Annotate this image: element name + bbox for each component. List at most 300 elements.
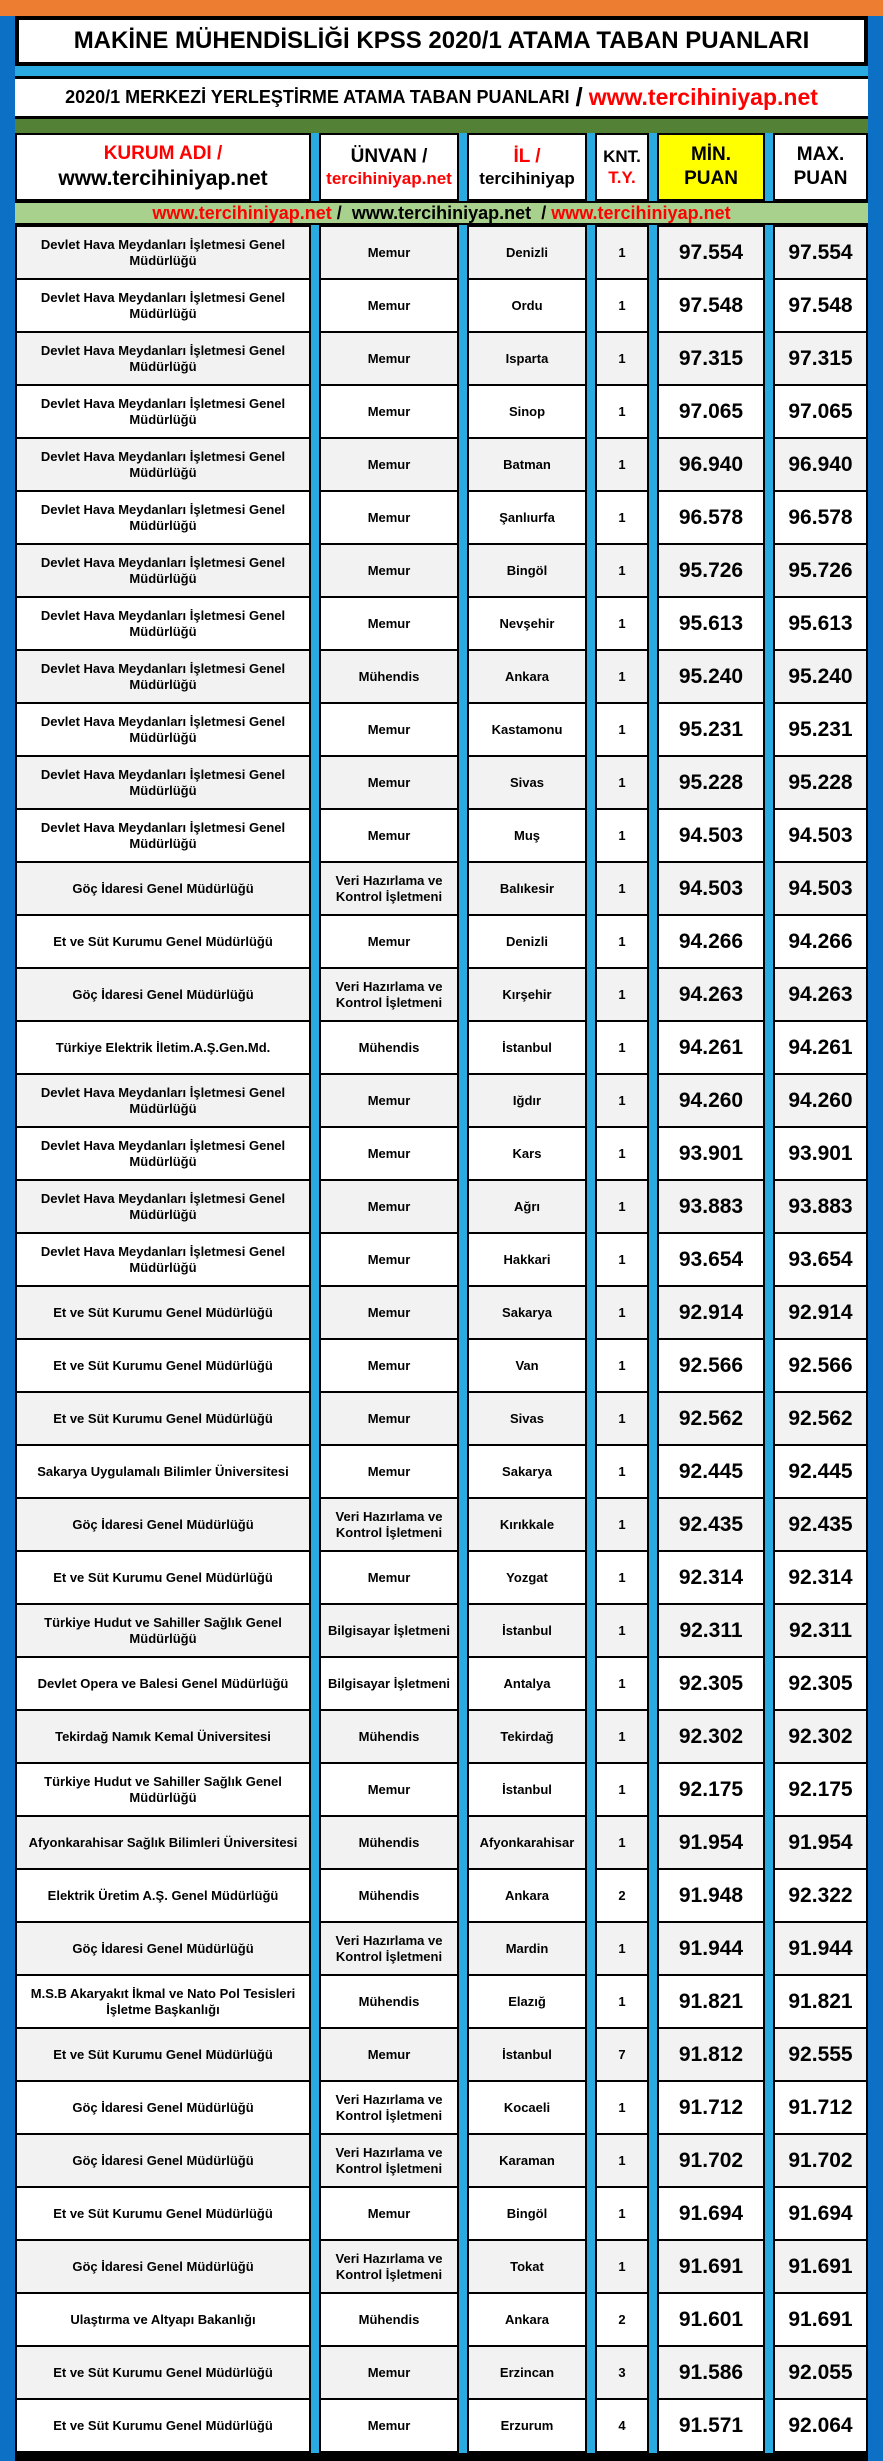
il-cell: Tokat (467, 2239, 587, 2294)
header-unvan-line1: ÜNVAN / (350, 145, 428, 167)
min-puan-cell: 95.231 (657, 702, 765, 757)
unvan-cell: Memur (319, 490, 459, 545)
knt-ty-cell: 1 (595, 1391, 649, 1446)
min-puan-cell: 93.654 (657, 1232, 765, 1287)
table-row (15, 2186, 868, 2241)
min-puan-cell: 96.578 (657, 490, 765, 545)
max-puan-cell: 92.302 (773, 1709, 868, 1764)
min-puan-cell: 91.694 (657, 2186, 765, 2241)
kurum-cell: Türkiye Hudut ve Sahiller Sağlık Genel Müdürlüğü (15, 1603, 311, 1658)
knt-ty-cell: 1 (595, 1444, 649, 1499)
header-min-puan (657, 133, 765, 201)
min-puan-cell: 93.883 (657, 1179, 765, 1234)
header-knt-line2: T.Y. (608, 168, 636, 187)
il-cell: Iğdır (467, 1073, 587, 1128)
kurum-cell: Devlet Hava Meydanları İşletmesi Genel Müdürlüğü (15, 543, 311, 598)
min-puan-cell: 92.302 (657, 1709, 765, 1764)
knt-ty-cell: 1 (595, 1921, 649, 1976)
il-cell: Ağrı (467, 1179, 587, 1234)
kurum-cell: Devlet Hava Meydanları İşletmesi Genel Müdürlüğü (15, 225, 311, 280)
min-puan-cell: 92.914 (657, 1285, 765, 1340)
il-cell: Antalya (467, 1656, 587, 1711)
table-row (15, 1603, 868, 1658)
il-cell: Isparta (467, 331, 587, 386)
unvan-cell: Mühendis (319, 2292, 459, 2347)
il-cell: Denizli (467, 914, 587, 969)
max-puan-cell: 94.260 (773, 1073, 868, 1128)
knt-ty-cell: 1 (595, 1338, 649, 1393)
knt-ty-cell: 1 (595, 2133, 649, 2188)
header-knt-ty (595, 133, 649, 201)
il-cell: Kırşehir (467, 967, 587, 1022)
knt-ty-cell: 1 (595, 437, 649, 492)
header-il (467, 133, 587, 201)
knt-ty-cell: 1 (595, 331, 649, 386)
unvan-cell: Veri Hazırlama ve Kontrol İşletmeni (319, 1497, 459, 1552)
min-puan-cell: 91.702 (657, 2133, 765, 2188)
min-puan-cell: 97.315 (657, 331, 765, 386)
il-cell: Sinop (467, 384, 587, 439)
il-cell: Van (467, 1338, 587, 1393)
min-puan-cell: 96.940 (657, 437, 765, 492)
max-puan-cell: 91.712 (773, 2080, 868, 2135)
table-row (15, 1868, 868, 1923)
max-puan-cell: 97.065 (773, 384, 868, 439)
kurum-cell: Devlet Hava Meydanları İşletmesi Genel Müdürlüğü (15, 331, 311, 386)
knt-ty-cell: 1 (595, 2080, 649, 2135)
unvan-cell: Memur (319, 543, 459, 598)
table-row (15, 861, 868, 916)
knt-ty-cell: 1 (595, 755, 649, 810)
table-header-row (15, 133, 868, 201)
knt-ty-cell: 1 (595, 1815, 649, 1870)
min-puan-cell: 92.566 (657, 1338, 765, 1393)
knt-ty-cell: 1 (595, 861, 649, 916)
unvan-cell: Mühendis (319, 1020, 459, 1075)
min-puan-cell: 92.435 (657, 1497, 765, 1552)
unvan-cell: Mühendis (319, 649, 459, 704)
kurum-cell: Et ve Süt Kurumu Genel Müdürlüğü (15, 1285, 311, 1340)
min-puan-cell: 91.821 (657, 1974, 765, 2029)
table-row (15, 914, 868, 969)
min-puan-cell: 97.065 (657, 384, 765, 439)
min-puan-cell: 92.445 (657, 1444, 765, 1499)
table-row (15, 2345, 868, 2400)
max-puan-cell: 93.654 (773, 1232, 868, 1287)
unvan-cell: Memur (319, 278, 459, 333)
max-puan-cell: 92.175 (773, 1762, 868, 1817)
il-cell: Bingöl (467, 2186, 587, 2241)
kurum-cell: Göç İdaresi Genel Müdürlüğü (15, 2133, 311, 2188)
knt-ty-cell: 1 (595, 1974, 649, 2029)
header-kurum-adi (15, 133, 311, 201)
il-cell: Batman (467, 437, 587, 492)
min-puan-cell: 95.228 (657, 755, 765, 810)
table-row (15, 2133, 868, 2188)
kurum-cell: Devlet Hava Meydanları İşletmesi Genel Müdürlüğü (15, 702, 311, 757)
max-puan-cell: 97.554 (773, 225, 868, 280)
knt-ty-cell: 1 (595, 1232, 649, 1287)
max-puan-cell: 92.064 (773, 2398, 868, 2453)
unvan-cell: Memur (319, 1073, 459, 1128)
min-puan-cell: 94.503 (657, 808, 765, 863)
unvan-cell: Memur (319, 225, 459, 280)
kurum-cell: Devlet Hava Meydanları İşletmesi Genel Müdürlüğü (15, 384, 311, 439)
knt-ty-cell: 1 (595, 1285, 649, 1340)
min-puan-cell: 97.554 (657, 225, 765, 280)
unvan-cell: Memur (319, 1391, 459, 1446)
il-cell: Mardin (467, 1921, 587, 1976)
table-row (15, 2239, 868, 2294)
unvan-cell: Veri Hazırlama ve Kontrol İşletmeni (319, 1921, 459, 1976)
header-knt-line1: KNT. (603, 146, 641, 166)
kurum-cell: Devlet Hava Meydanları İşletmesi Genel Müdürlüğü (15, 1126, 311, 1181)
min-puan-cell: 92.562 (657, 1391, 765, 1446)
site-link-1: www.tercihiniyap.net (152, 202, 332, 223)
knt-ty-cell: 1 (595, 914, 649, 969)
max-puan-cell: 91.954 (773, 1815, 868, 1870)
unvan-cell: Mühendis (319, 1974, 459, 2029)
unvan-cell: Memur (319, 1232, 459, 1287)
min-puan-cell: 93.901 (657, 1126, 765, 1181)
il-cell: Tekirdağ (467, 1709, 587, 1764)
knt-ty-cell: 4 (595, 2398, 649, 2453)
table-row (15, 1709, 868, 1764)
knt-ty-cell: 2 (595, 2292, 649, 2347)
min-puan-cell: 94.260 (657, 1073, 765, 1128)
il-cell: Ankara (467, 1868, 587, 1923)
il-cell: Kocaeli (467, 2080, 587, 2135)
table-row (15, 1020, 868, 1075)
il-cell: İstanbul (467, 1020, 587, 1075)
table-row (15, 1497, 868, 1552)
il-cell: Hakkari (467, 1232, 587, 1287)
table-row (15, 2398, 868, 2453)
max-puan-cell: 92.055 (773, 2345, 868, 2400)
table-row (15, 384, 868, 439)
knt-ty-cell: 1 (595, 702, 649, 757)
max-puan-cell: 91.702 (773, 2133, 868, 2188)
knt-ty-cell: 1 (595, 1550, 649, 1605)
min-puan-cell: 91.944 (657, 1921, 765, 1976)
knt-ty-cell: 1 (595, 967, 649, 1022)
max-puan-cell: 94.263 (773, 967, 868, 1022)
min-puan-cell: 91.586 (657, 2345, 765, 2400)
table-row (15, 543, 868, 598)
unvan-cell: Memur (319, 914, 459, 969)
max-puan-cell: 96.940 (773, 437, 868, 492)
knt-ty-cell: 1 (595, 2186, 649, 2241)
il-cell: Afyonkarahisar (467, 1815, 587, 1870)
table-row (15, 2027, 868, 2082)
table-row (15, 1762, 868, 1817)
kurum-cell: Et ve Süt Kurumu Genel Müdürlüğü (15, 2186, 311, 2241)
unvan-cell: Memur (319, 2398, 459, 2453)
table-row (15, 1656, 868, 1711)
il-cell: Bingöl (467, 543, 587, 598)
table-body (15, 225, 868, 2453)
table-row (15, 437, 868, 492)
subtitle-separator: / (575, 82, 583, 112)
header-max-puan (773, 133, 868, 201)
table-row (15, 649, 868, 704)
kurum-cell: Devlet Hava Meydanları İşletmesi Genel Müdürlüğü (15, 1179, 311, 1234)
knt-ty-cell: 1 (595, 1020, 649, 1075)
il-cell: Erzurum (467, 2398, 587, 2453)
il-cell: Kırıkkale (467, 1497, 587, 1552)
il-cell: Karaman (467, 2133, 587, 2188)
min-puan-cell: 91.571 (657, 2398, 765, 2453)
table-row (15, 1285, 868, 1340)
il-cell: Sakarya (467, 1444, 587, 1499)
top-orange-bar (0, 0, 883, 16)
kurum-cell: Et ve Süt Kurumu Genel Müdürlüğü (15, 914, 311, 969)
kurum-cell: Et ve Süt Kurumu Genel Müdürlüğü (15, 1550, 311, 1605)
table-row (15, 1921, 868, 1976)
unvan-cell: Memur (319, 2186, 459, 2241)
kurum-cell: Et ve Süt Kurumu Genel Müdürlüğü (15, 2345, 311, 2400)
kurum-cell: Devlet Hava Meydanları İşletmesi Genel Müdürlüğü (15, 649, 311, 704)
site-link-3: www.tercihiniyap.net (551, 202, 731, 223)
table-row (15, 2292, 868, 2347)
header-unvan (319, 133, 459, 201)
kurum-cell: Devlet Hava Meydanları İşletmesi Genel Müdürlüğü (15, 808, 311, 863)
il-cell: Muş (467, 808, 587, 863)
kurum-cell: Göç İdaresi Genel Müdürlüğü (15, 967, 311, 1022)
header-unvan-line2: tercihiniyap.net (326, 169, 452, 189)
max-puan-cell: 92.305 (773, 1656, 868, 1711)
min-puan-cell: 91.948 (657, 1868, 765, 1923)
min-puan-cell: 92.305 (657, 1656, 765, 1711)
kurum-cell: Devlet Hava Meydanları İşletmesi Genel Müdürlüğü (15, 1073, 311, 1128)
table-row (15, 1179, 868, 1234)
max-puan-cell: 92.566 (773, 1338, 868, 1393)
unvan-cell: Memur (319, 1338, 459, 1393)
site-link-separator-1: / (336, 202, 342, 223)
min-puan-cell: 91.601 (657, 2292, 765, 2347)
unvan-cell: Mühendis (319, 1709, 459, 1764)
max-puan-cell: 96.578 (773, 490, 868, 545)
knt-ty-cell: 1 (595, 808, 649, 863)
knt-ty-cell: 7 (595, 2027, 649, 2082)
page-title-text: MAKİNE MÜHENDİSLİĞİ KPSS 2020/1 ATAMA TABAN PUANLARI (73, 27, 810, 54)
kurum-cell: Devlet Hava Meydanları İşletmesi Genel Müdürlüğü (15, 596, 311, 651)
kurum-cell: Devlet Hava Meydanları İşletmesi Genel Müdürlüğü (15, 437, 311, 492)
il-cell: Balıkesir (467, 861, 587, 916)
min-puan-cell: 95.613 (657, 596, 765, 651)
site-link-2: www.tercihiniyap.net (351, 202, 532, 223)
subtitle-text: 2020/1 MERKEZİ YERLEŞTİRME ATAMA TABAN PUANLARI (65, 87, 570, 107)
kurum-cell: Et ve Süt Kurumu Genel Müdürlüğü (15, 2027, 311, 2082)
knt-ty-cell: 1 (595, 596, 649, 651)
il-cell: Ankara (467, 2292, 587, 2347)
table-row (15, 1338, 868, 1393)
max-puan-cell: 91.694 (773, 2186, 868, 2241)
kurum-cell: Devlet Hava Meydanları İşletmesi Genel Müdürlüğü (15, 278, 311, 333)
max-puan-cell: 92.445 (773, 1444, 868, 1499)
unvan-cell: Memur (319, 331, 459, 386)
max-puan-cell: 91.691 (773, 2292, 868, 2347)
cyan-divider-strip (15, 66, 868, 79)
max-puan-cell: 92.914 (773, 1285, 868, 1340)
min-puan-cell: 94.263 (657, 967, 765, 1022)
unvan-cell: Veri Hazırlama ve Kontrol İşletmeni (319, 861, 459, 916)
kurum-cell: Et ve Süt Kurumu Genel Müdürlüğü (15, 1391, 311, 1446)
unvan-cell: Mühendis (319, 1868, 459, 1923)
kurum-cell: Türkiye Elektrik İletim.A.Ş.Gen.Md. (15, 1020, 311, 1075)
il-cell: Sakarya (467, 1285, 587, 1340)
kurum-cell: Elektrik Üretim A.Ş. Genel Müdürlüğü (15, 1868, 311, 1923)
unvan-cell: Memur (319, 1285, 459, 1340)
kurum-cell: Devlet Hava Meydanları İşletmesi Genel Müdürlüğü (15, 490, 311, 545)
table-row (15, 490, 868, 545)
il-cell: Elazığ (467, 1974, 587, 2029)
il-cell: Denizli (467, 225, 587, 280)
page-title (15, 16, 868, 66)
knt-ty-cell: 1 (595, 1497, 649, 1552)
min-puan-cell: 92.311 (657, 1603, 765, 1658)
unvan-cell: Memur (319, 384, 459, 439)
table-row (15, 2080, 868, 2135)
min-puan-cell: 97.548 (657, 278, 765, 333)
knt-ty-cell: 1 (595, 1179, 649, 1234)
table-row (15, 225, 868, 280)
max-puan-cell: 91.821 (773, 1974, 868, 2029)
kurum-cell: Et ve Süt Kurumu Genel Müdürlüğü (15, 1338, 311, 1393)
max-puan-cell: 97.315 (773, 331, 868, 386)
il-cell: Kars (467, 1126, 587, 1181)
knt-ty-cell: 1 (595, 225, 649, 280)
table-row (15, 755, 868, 810)
table-row (15, 1232, 868, 1287)
il-cell: Sivas (467, 755, 587, 810)
il-cell: İstanbul (467, 1762, 587, 1817)
max-puan-cell: 95.613 (773, 596, 868, 651)
min-puan-cell: 92.314 (657, 1550, 765, 1605)
min-puan-cell: 92.175 (657, 1762, 765, 1817)
header-min-line1: MİN. (690, 144, 732, 166)
dark-green-divider-strip (15, 119, 868, 133)
site-link-separator-2: / (541, 202, 547, 223)
unvan-cell: Memur (319, 808, 459, 863)
max-puan-cell: 92.562 (773, 1391, 868, 1446)
max-puan-cell: 95.240 (773, 649, 868, 704)
table-row (15, 331, 868, 386)
unvan-cell: Mühendis (319, 1815, 459, 1870)
unvan-cell: Veri Hazırlama ve Kontrol İşletmeni (319, 2133, 459, 2188)
knt-ty-cell: 1 (595, 649, 649, 704)
max-puan-cell: 94.503 (773, 808, 868, 863)
max-puan-cell: 91.691 (773, 2239, 868, 2294)
kurum-cell: Türkiye Hudut ve Sahiller Sağlık Genel Müdürlüğü (15, 1762, 311, 1817)
knt-ty-cell: 3 (595, 2345, 649, 2400)
unvan-cell: Memur (319, 755, 459, 810)
max-puan-cell: 92.311 (773, 1603, 868, 1658)
table-row (15, 1974, 868, 2029)
unvan-cell: Bilgisayar İşletmeni (319, 1656, 459, 1711)
kurum-cell: Et ve Süt Kurumu Genel Müdürlüğü (15, 2398, 311, 2453)
bottom-black-bar (15, 2453, 868, 2461)
max-puan-cell: 92.435 (773, 1497, 868, 1552)
kurum-cell: Ulaştırma ve Altyapı Bakanlığı (15, 2292, 311, 2347)
il-cell: Ankara (467, 649, 587, 704)
table-row (15, 1126, 868, 1181)
header-il-line2: tercihiniyap (479, 169, 575, 189)
knt-ty-cell: 1 (595, 278, 649, 333)
kurum-cell: Göç İdaresi Genel Müdürlüğü (15, 861, 311, 916)
il-cell: Ordu (467, 278, 587, 333)
kurum-cell: Göç İdaresi Genel Müdürlüğü (15, 2239, 311, 2294)
min-puan-cell: 91.812 (657, 2027, 765, 2082)
unvan-cell: Veri Hazırlama ve Kontrol İşletmeni (319, 967, 459, 1022)
unvan-cell: Bilgisayar İşletmeni (319, 1603, 459, 1658)
unvan-cell: Memur (319, 596, 459, 651)
min-puan-cell: 95.726 (657, 543, 765, 598)
min-puan-cell: 94.266 (657, 914, 765, 969)
min-puan-cell: 94.261 (657, 1020, 765, 1075)
subtitle-site-link: www.tercihiniyap.net (588, 84, 818, 110)
min-puan-cell: 91.954 (657, 1815, 765, 1870)
unvan-cell: Memur (319, 1126, 459, 1181)
knt-ty-cell: 1 (595, 384, 649, 439)
header-max-line1: MAX. (796, 144, 845, 166)
max-puan-cell: 93.901 (773, 1126, 868, 1181)
max-puan-cell: 94.503 (773, 861, 868, 916)
max-puan-cell: 92.322 (773, 1868, 868, 1923)
knt-ty-cell: 1 (595, 543, 649, 598)
table-row (15, 967, 868, 1022)
max-puan-cell: 95.726 (773, 543, 868, 598)
knt-ty-cell: 1 (595, 1603, 649, 1658)
min-puan-cell: 95.240 (657, 649, 765, 704)
table-row (15, 278, 868, 333)
table-row (15, 1550, 868, 1605)
il-cell: Yozgat (467, 1550, 587, 1605)
unvan-cell: Memur (319, 1550, 459, 1605)
site-links-bar (15, 201, 868, 225)
header-min-line2: PUAN (684, 168, 738, 189)
subtitle-bar (15, 79, 868, 119)
knt-ty-cell: 1 (595, 1126, 649, 1181)
unvan-cell: Memur (319, 1762, 459, 1817)
knt-ty-cell: 1 (595, 1073, 649, 1128)
kurum-cell: Afyonkarahisar Sağlık Bilimleri Üniversitesi (15, 1815, 311, 1870)
unvan-cell: Veri Hazırlama ve Kontrol İşletmeni (319, 2239, 459, 2294)
unvan-cell: Memur (319, 1444, 459, 1499)
header-max-line2: PUAN (793, 168, 848, 189)
unvan-cell: Memur (319, 702, 459, 757)
kurum-cell: Göç İdaresi Genel Müdürlüğü (15, 1921, 311, 1976)
max-puan-cell: 94.266 (773, 914, 868, 969)
il-cell: Sivas (467, 1391, 587, 1446)
table-row (15, 596, 868, 651)
table-row (15, 808, 868, 863)
max-puan-cell: 94.261 (773, 1020, 868, 1075)
table-row (15, 1444, 868, 1499)
table-row (15, 1391, 868, 1446)
header-kurum-line2: www.tercihiniyap.net (58, 166, 268, 190)
header-kurum-line1: KURUM ADI / (103, 143, 223, 164)
kurum-cell: M.S.B Akaryakıt İkmal ve Nato Pol Tesisleri İşletme Başkanlığı (15, 1974, 311, 2029)
kurum-cell: Devlet Hava Meydanları İşletmesi Genel Müdürlüğü (15, 755, 311, 810)
max-puan-cell: 92.314 (773, 1550, 868, 1605)
il-cell: İstanbul (467, 1603, 587, 1658)
unvan-cell: Veri Hazırlama ve Kontrol İşletmeni (319, 2080, 459, 2135)
kurum-cell: Göç İdaresi Genel Müdürlüğü (15, 2080, 311, 2135)
unvan-cell: Memur (319, 2027, 459, 2082)
knt-ty-cell: 1 (595, 1762, 649, 1817)
table-row (15, 1815, 868, 1870)
